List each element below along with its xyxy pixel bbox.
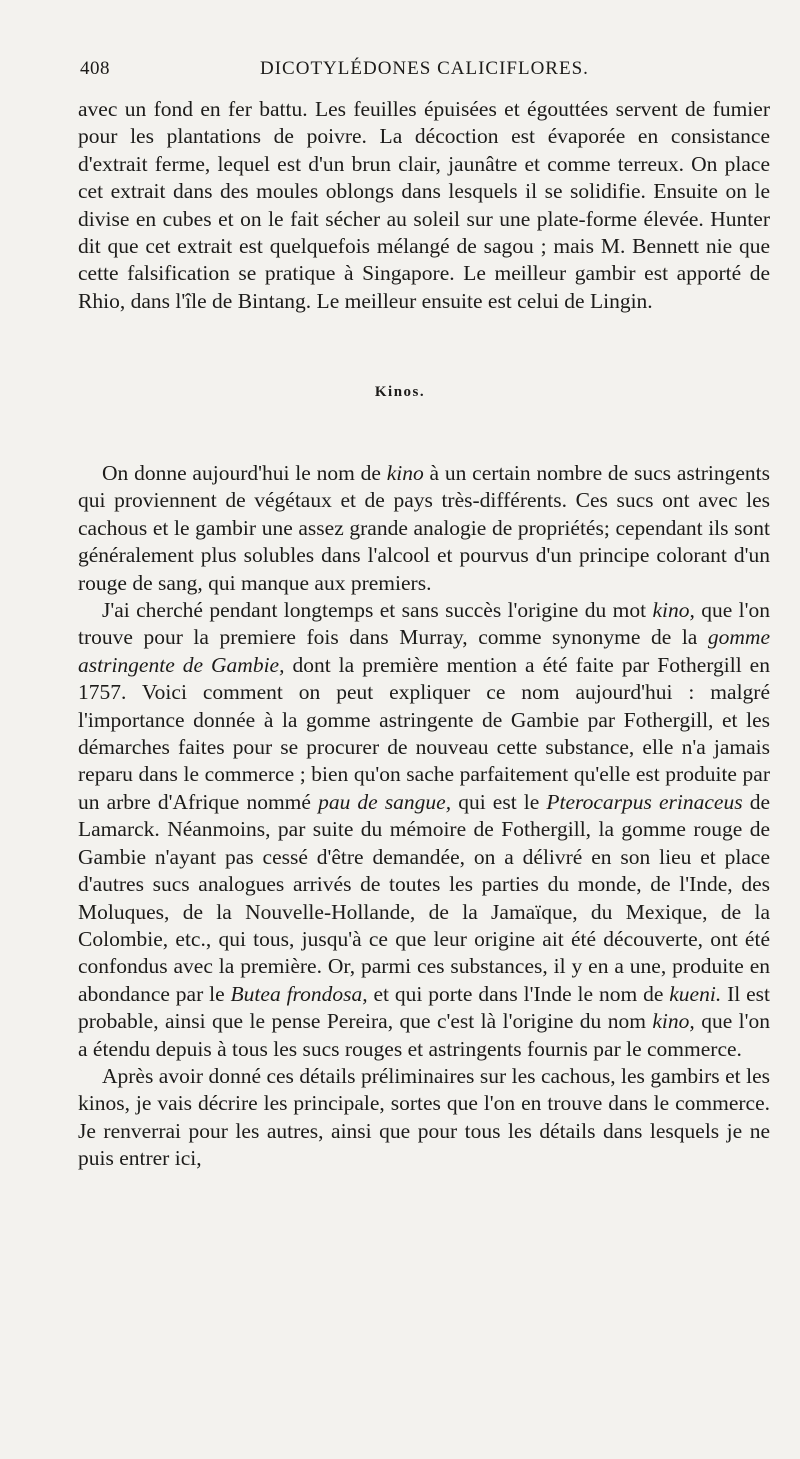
text-segment: J'ai cherché pendant longtemps et sans succès l'origine du mot [102, 598, 653, 623]
main-text-block [78, 460, 770, 1173]
italic-segment: pau de sangue, [318, 789, 452, 814]
text-segment: dont la première mention a été faite par Fothergill en 1757. Voici comment on peut expliquer ce nom aujourd'hui : malgré l'importance donnée à la gomme astringente de Gambie par Fothergill, et les démarches faites pour se procurer de nouveau cette substance, elle n'a jamais reparu dans le commerce ; bien qu'on sache parfaitement qu'elle est produite par un arbre d'Afrique nommé [78, 652, 770, 814]
text-segment: de Lamarck. Néanmoins, par suite du mémoire de Fothergill, la gomme rouge de Gambie n'ayant pas cessé d'être demandée, on a délivré en son lieu et place d'autres sucs analogues arrivés de toutes les parties du monde, de l'Inde, des Moluques, de la Nouvelle-Hollande, de la Jamaïque, du Mexique, de la Colombie, etc., qui tous, jusqu'à ce que leur origine ait été découverte, ont été confondus avec la première. Or, parmi ces substances, il y en a une, produite en abondance par le [78, 789, 770, 1006]
page-number: 408 [80, 58, 110, 79]
section-title: Kinos. [374, 384, 426, 400]
text-segment: Il est probable, ainsi que le pense Pereira, que c'est là l'origine du nom [78, 981, 770, 1034]
italic-segment: kino, [652, 598, 695, 623]
italic-segment: kino [386, 461, 424, 485]
intro-paragraph [78, 96, 770, 315]
italic-segment: Butea frondosa, [230, 981, 368, 1006]
text-segment: que l'on trouve pour la premiere fois dans Murray, comme synonyme de la [78, 598, 771, 650]
text-segment: Après avoir donné ces détails préliminaires sur les cachous, les gambirs et les kinos, je vais décrire les principale, sortes que l'on en trouve dans le commerce. Je renverrai pour les autres, ainsi que pour tous les détails dans lesquels je ne puis entrer ici, [78, 1063, 770, 1171]
page-header [80, 58, 770, 86]
text-segment: à un certain nombre de sucs astringents qui proviennent de végétaux et de pays très-différents. Ces sucs ont avec les cachous et le gambir une assez grande analogie de propriétés; cependant ils sont généralement plus solubles dans l'alcool et pourvus d'un principe colorant d'un rouge de sang, qui manque aux premiers. [78, 461, 771, 595]
italic-segment: kueni. [669, 981, 722, 1006]
text-segment: et qui porte dans l'Inde le nom de [367, 981, 670, 1006]
paragraph-3 [78, 1063, 770, 1173]
text-segment: que l'on a étendu depuis à tous les sucs rouges et astringents fournis par le commerce. [78, 1009, 770, 1061]
running-title: DICOTYLÉDONES CALICIFLORES. [260, 58, 589, 79]
paragraph-1 [78, 460, 770, 597]
italic-segment: Pterocarpus erinaceus [546, 789, 743, 814]
text-segment: On donne aujourd'hui le nom de [102, 461, 387, 485]
paragraph-2 [78, 597, 770, 1063]
italic-segment: kino, [652, 1009, 695, 1034]
text-segment: qui est le [451, 789, 547, 814]
intro-segment: avec un fond en fer battu. Les feuilles épuisées et égouttées servent de fumier pour les plantations de poivre. La décoction est évaporée en consistance d'extrait ferme, lequel est d'un brun clair, jaunâtre et comme terreux. On place cet extrait dans des moules oblongs dans lesquels il se solidifie. Ensuite on le divise en cubes et on le fait sécher au soleil sur une plate-forme élevée. Hunter dit que cet extrait est quelquefois mélangé de sagou ; mais M. Bennett nie que cette falsification se pratique à Singapore. Le meilleur gambir est apporté de Rhio, dans l'île de Bintang. Le meilleur ensuite est celui de Lingin. [78, 97, 770, 313]
italic-segment: gomme astringente de Gambie, [78, 625, 770, 677]
intro-text-block [78, 96, 770, 315]
